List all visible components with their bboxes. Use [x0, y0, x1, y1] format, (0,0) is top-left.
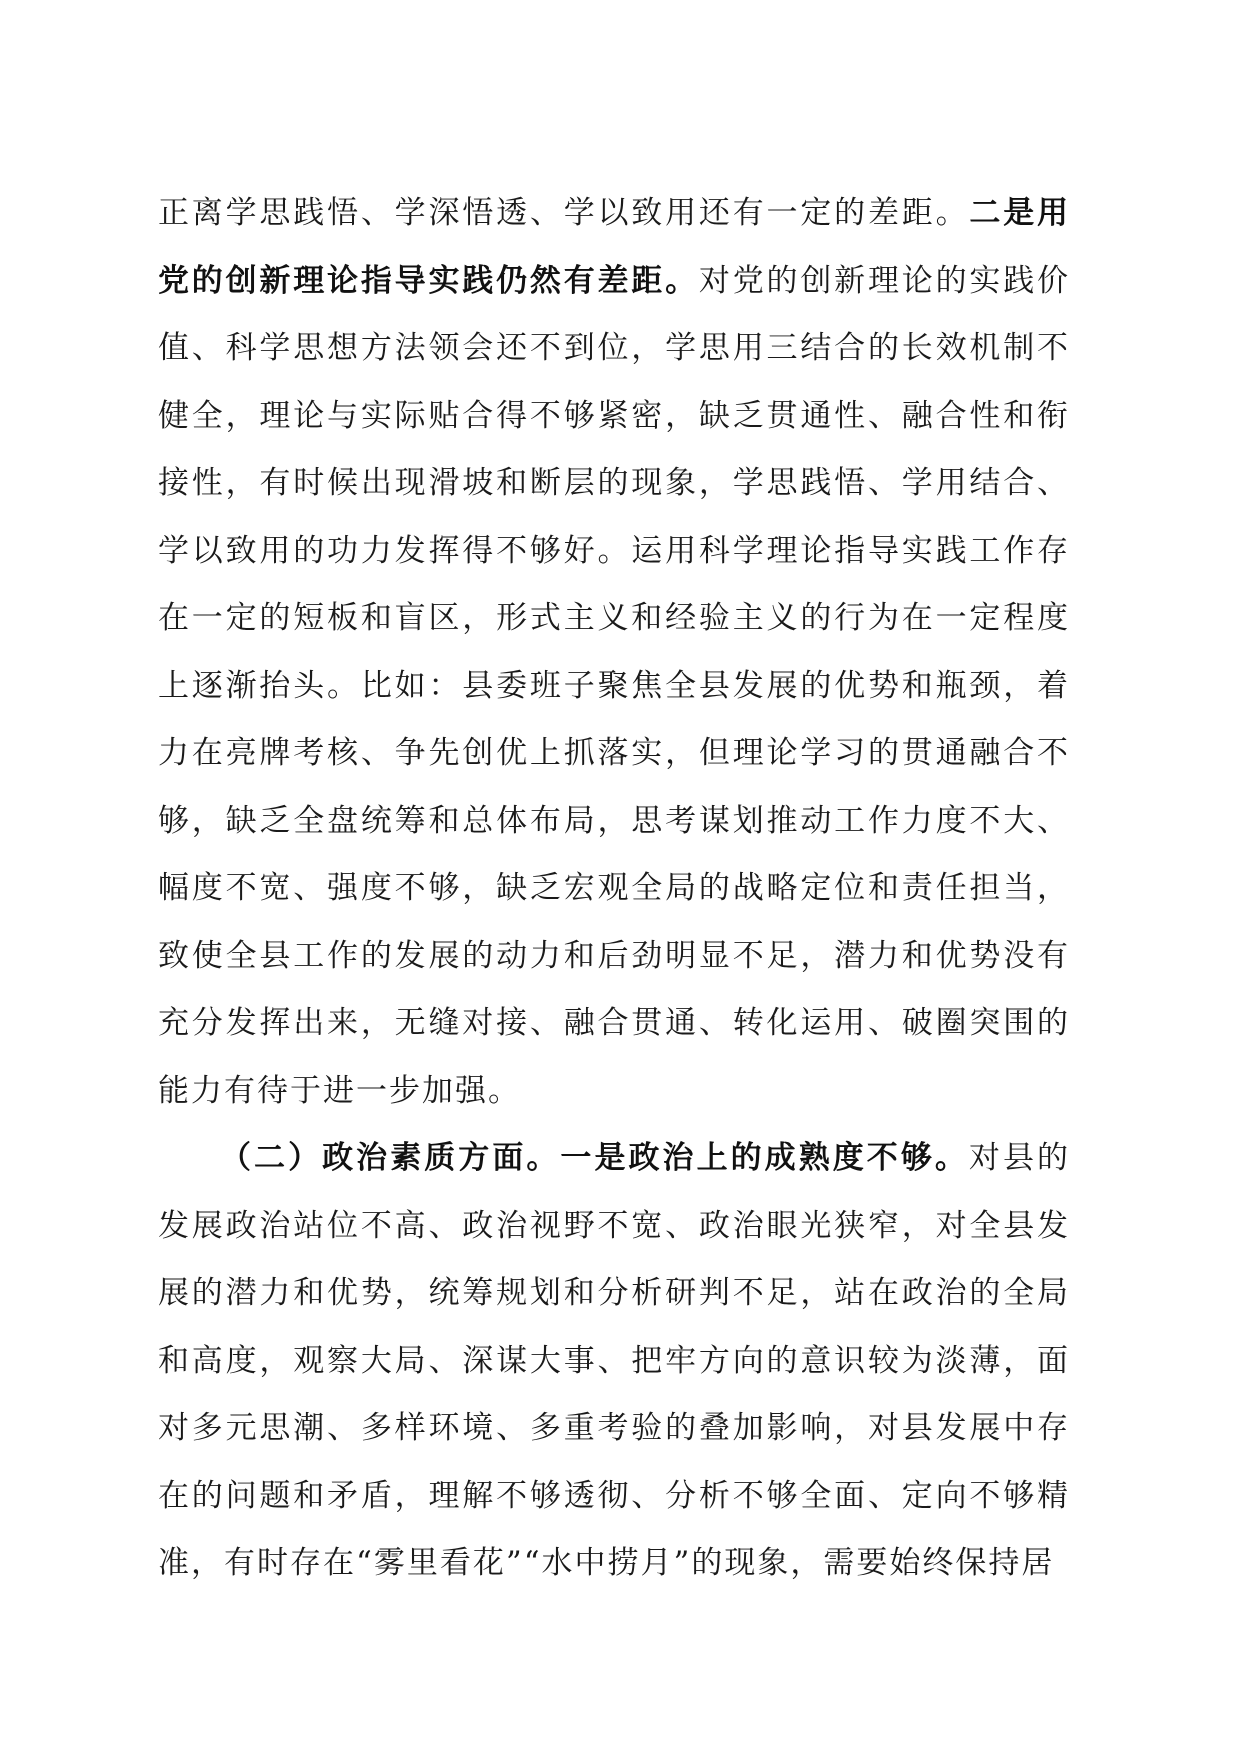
- document-body: [158, 180, 1070, 1598]
- paragraph-1: [158, 180, 1070, 1125]
- paragraph-1-text-a: 正离学思践悟、学深悟透、学以致用还有一定的差距。: [158, 195, 970, 231]
- paragraph-1-bold-heading: 二是用党的创新理论指导实践仍然有差距。: [158, 195, 1071, 299]
- paragraph-2: [158, 1125, 1070, 1598]
- paragraph-2-bold-heading: （二）政治素质方面。一是政治上的成熟度不够。: [220, 1140, 969, 1176]
- paragraph-1-text-b: 对党的创新理论的实践价值、科学思想方法领会还不到位，学思用三结合的长效机制不健全，理论与实际贴合得不够紧密，缺乏贯通性、融合性和衔接性，有时候出现滑坡和断层的现象，学思践悟、学用结合、学以致用的功力发挥得不够好。运用科学理论指导实践工作存在一定的短板和盲区，形式主义和经验主义的行为在一定程度上逐渐抬头。比如：县委班子聚焦全县发展的优势和瓶颈，着力在亮牌考核、争先创优上抓落实，但理论学习的贯通融合不够，缺乏全盘统筹和总体布局，思考谋划推动工作力度不大、幅度不宽、强度不够，缺乏宏观全局的战略定位和责任担当，致使全县工作的发展的动力和后劲明显不足，潜力和优势没有充分发挥出来，无缝对接、融合贯通、转化运用、破圈突围的能力有待于进一步加强。: [158, 262, 1070, 1109]
- paragraph-2-text: 对县的发展政治站位不高、政治视野不宽、政治眼光狭窄，对全县发展的潜力和优势，统筹规划和分析研判不足，站在政治的全局和高度，观察大局、深谋大事、把牢方向的意识较为淡薄，面对多元思潮、多样环境、多重考验的叠加影响，对县发展中存在的问题和矛盾，理解不够透彻、分析不够全面、定向不够精准，有时存在“雾里看花”“水中捞月”的现象，需要始终保持居: [158, 1140, 1071, 1581]
